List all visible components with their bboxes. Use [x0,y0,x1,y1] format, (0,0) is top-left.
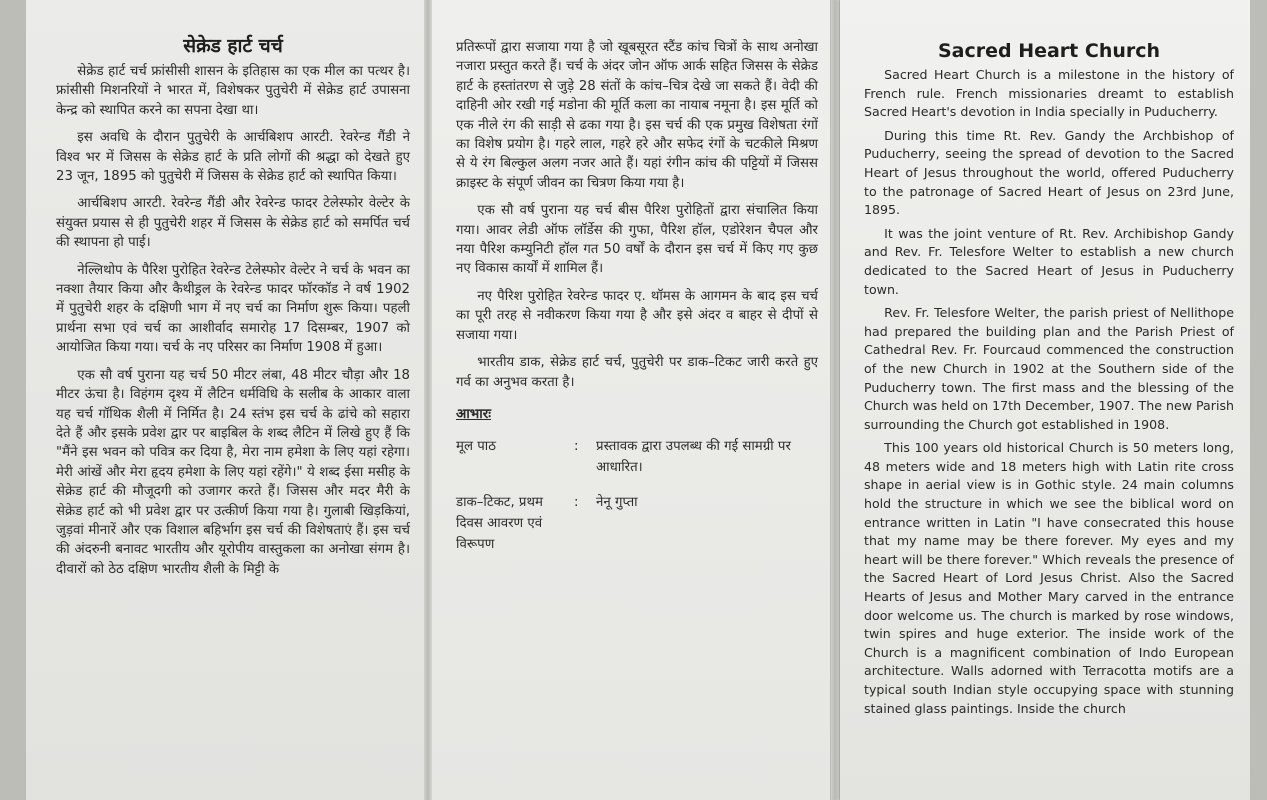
right-panel [840,0,1250,800]
hindi-paragraph-9: भारतीय डाक, सेक्रेड हार्ट चर्च, पुतुचेरी पर डाक–टिकट जारी करते हुए गर्व का अनुभव करता है। [456,355,818,390]
acknowledgement-row [456,436,818,478]
english-paragraph-4: Rev. Fr. Telesfore Welter, the parish priest of Nellithope had prepared the building plan and the Parish Priest of Cathedral Rev. Fr. Fourcaud commenced the construction of the new Church in 1902 at the Southern side of the Puducherry town. The first mass and the blessing of the Church was held on 17th December, 1907. The new Parish surrounding the Church got established in 1908. [864,305,1234,432]
middle-panel [432,0,830,800]
fold-divider-left [424,0,432,800]
acknowledgement-colon: : [574,438,579,454]
acknowledgement-value: नेनू गुप्ता [596,494,638,510]
hindi-paragraph-1: सेक्रेड हार्ट चर्च फ्रांसीसी शासन के इतिहास का एक मील का पत्थर है। फ्रांसीसी मिशनरियों ने भारत में, विशेषकर पुतुचेरी में सेक्रेड हार्ट उपासना केन्द्र को स्थापित करने का सपना देखा था। [56,64,410,118]
english-paragraph-2: During this time Rt. Rev. Gandy the Archbishop of Puducherry, seeing the spread of devotion to the Sacred Heart of Jesus throughout the world, offered Puducherry to the patronage of Sacred Heart of Jesus on 23rd June, 1895. [864,127,1234,218]
hindi-paragraph-4: नेल्लिथोप के पैरिश पुरोहित रेवरेन्ड टेलेस्फोर वेल्टेर ने चर्च के भवन का नक्शा तैयार किया और कैथीड्रल के रेवरेन्ड फादर फॉरकॉड ने वर्ष 1902 में पुतुचेरी शहर के दक्षिणी भाग में नए चर्च का निर्माण शुरू किया। पहली प्रार्थना सभा एवं चर्च का आशीर्वाद समारोह 17 दिसम्बर, 1907 को आयोजित किया गया। चर्च के नए परिसर का निर्माण 1908 में हुआ। [56,262,410,356]
fold-divider-right [831,0,839,800]
acknowledgement-label: मूल पाठ [456,438,496,454]
acknowledgement-row [456,492,818,555]
hindi-title: सेक्रेड हार्ट चर्च [183,35,283,57]
acknowledgement-label: डाक–टिकट, प्रथम दिवस आवरण एवं विरूपण [456,494,543,552]
acknowledgement-colon: : [574,494,579,510]
hindi-paragraph-7: एक सौ वर्ष पुराना यह चर्च बीस पैरिश पुरोहितों द्वारा संचालित किया गया। आवर लेडी ऑफ लॉर्डेस की गुफा, पैरिश हॉल, एडोरेशन चैपल और नया पैरिश कम्युनिटी हॉल गत 50 वर्षों के दौरान इस चर्च में किए गए कुछ नए विकास कार्यों में शामिल हैं। [456,203,818,277]
hindi-paragraph-2: इस अवधि के दौरान पुतुचेरी के आर्चबिशप आरटी. रेवरेन्ड गैंडी ने विश्व भर में जिसस के सेक्रेड हार्ट के प्रति लोगों की श्रद्धा को देखते हुए 23 जून, 1895 को पुतुचेरी में जिसस के सेक्रेड हार्ट को स्थापित किया। [56,130,410,185]
hindi-paragraph-6: प्रतिरूपों द्वारा सजाया गया है जो खूबसूरत स्टैंड कांच चित्रों के साथ अनोखा नजारा प्रस्तुत करते हैं। चर्च के अंदर जोन ऑफ आर्क सहित जिसस के सेक्रेड हार्ट के हस्तांतरण से जुड़े 28 संतों के कांच–चित्र देखे जा सकते हैं। वेदी की दाहिनी ओर रखी गई मडोना की मूर्ति कला का नायाब नमूना है। इस मूर्ति को एक नीले रंग की साड़ी से ढका गया है। इस चर्च की एक प्रमुख विशेषता रंगों का विशेष प्रयोग है। गहरे लाल, गहरे हरे और सफेद रंगों के चटकीले मिश्रण से ये रंग बिल्कुल अलग नजर आते हैं। यहां रंगीन कांच की पट्टियों में जिसस क्राइस्ट के संपूर्ण जीवन का चित्रण किया गया है। [456,40,818,191]
acknowledgement-heading: आभारः [456,405,492,422]
english-paragraph-5: This 100 years old historical Church is 50 meters long, 48 meters wide and 18 meters high with Latin rite cross shape in aerial view is in Gothic style. 24 main columns hold the structure in which we see the biblical word on entrance written in Latin "I have consecrated this house that my name may be there forever. My eyes and my heart will be there forever." Which reveals the presence of the Sacred Heart of Lord Jesus Christ. Also the Sacred Hearts of Jesus and Mother Mary carved in the entrance door welcome us. The church is marked by rose windows, twin spires and huge exterior. The inside work of the Church is a magnificent combination of Indo European architecture. Walls adorned with Terracotta motifs are a typical south Indian style occupying space with stunning stained glass paintings. Inside the church [864,440,1234,716]
english-paragraph-3: It was the joint venture of Rt. Rev. Archibishop Gandy and Rev. Fr. Telesfore Welter to establish a new church dedicated to the Sacred Heart of Jesus in Puducherry town. [864,225,1234,297]
hindi-paragraph-3: आर्चबिशप आरटी. रेवरेन्ड गैंडी और रेवरेन्ड फादर टेलेस्फोर वेल्टेर के संयुक्त प्रयास से ही पुतुचेरी शहर में जिसस के सेक्रेड हार्ट को समर्पित चर्च की स्थापना हो पाई। [56,196,410,251]
acknowledgement-value: प्रस्तावक द्वारा उपलब्ध की गई सामग्री पर आधारित। [596,438,791,475]
left-panel [26,0,424,800]
hindi-paragraph-5: एक सौ वर्ष पुराना यह चर्च 50 मीटर लंबा, 48 मीटर चौड़ा और 18 मीटर ऊंचा है। विहंगम दृश्य में लैटिन धर्मविधि के सलीब के आकार वाला यह चर्च गॉथिक शैली में निर्मित है। 24 स्तंभ इस चर्च के ढांचे को सहारा देते हैं और इसके प्रवेश द्वार पर बाइबिल के शब्द लैटिन में लिखे हुए हैं कि "मैंने इस भवन को पवित्र कर दिया है, मेरा नाम हमेशा के लिए यहां रहेगा। मेरी आंखें और मेरा हृदय हमेशा के लिए यहां रहेंगे।" ये शब्द ईसा मसीह के सेक्रेड हार्ट की मौजूदगी को उजागर करते हैं। जिसस और मदर मैरी के सेक्रेड हार्ट को भी प्रवेश द्वार पर उत्कीर्ण किया गया है। गुलाबी खिड़कियां, जुड़वां मीनारें और एक विशाल बहिर्भाग इस चर्च की विशेषताएं हैं। इस चर्च की अंदरुनी बनावट भारतीय और यूरोपीय वास्तुकला का अनोखा संगम है। दीवारों को ठेठ दक्षिण भारतीय शैली के मिट्टी के [56,367,410,577]
english-title: Sacred Heart Church [937,40,1161,62]
english-paragraph-1: Sacred Heart Church is a milestone in the history of French rule. French missionaries dreamt to establish Sacred Heart's devotion in India specially in Puducherry. [864,67,1234,120]
hindi-paragraph-8: नए पैरिश पुरोहित रेवरेन्ड फादर ए. थॉमस के आगमन के बाद इस चर्च का पूरी तरह से नवीकरण किया गया है और इसे अंदर व बाहर से दीपों से सजाया गया। [456,288,818,343]
